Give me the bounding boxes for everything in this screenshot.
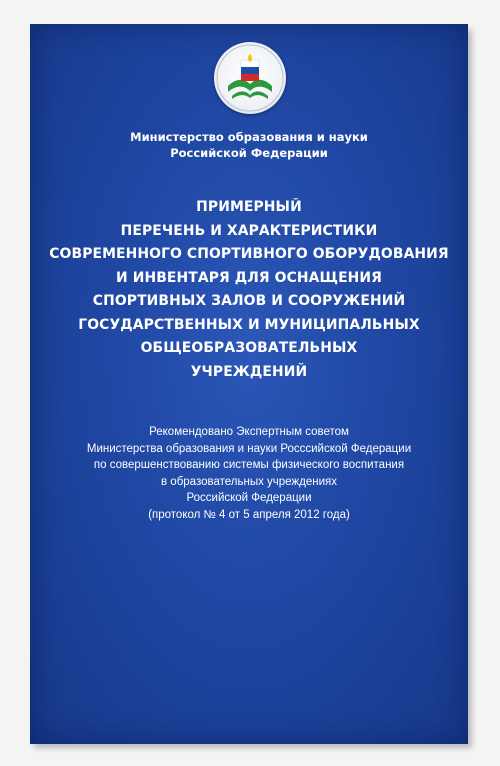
book-cover	[30, 24, 468, 744]
ministry-line: Российской Федерации	[170, 146, 328, 160]
recommendation-line: по совершенствованию системы физического воспитания	[93, 459, 405, 471]
ministry-emblem-icon	[214, 42, 286, 114]
book-title	[39, 196, 459, 384]
title-line: ПРИМЕРНЫЙ	[196, 199, 302, 215]
ministry-line: Министерство образования и науки	[130, 130, 368, 144]
emblem-graphic	[214, 42, 286, 114]
title-line: И ИНВЕНТАРЯ ДЛЯ ОСНАЩЕНИЯ	[116, 269, 382, 286]
title-line: ГОСУДАРСТВЕННЫХ И МУНИЦИПАЛЬНЫХ	[78, 316, 420, 333]
recommendation-line: (протокол № 4 от 5 апреля 2012 года)	[148, 508, 350, 521]
recommendation-line: Министерства образования и науки Росссийской Федерации	[86, 442, 412, 455]
recommendation-line: в образовательных учреждениях	[161, 475, 337, 488]
title-line: СОВРЕМЕННОГО СПОРТИВНОГО ОБОРУДОВАНИЯ	[49, 246, 449, 262]
ministry-name	[30, 129, 468, 161]
title-line: УЧРЕЖДЕНИЙ	[190, 363, 308, 380]
recommendation-line: Российской Федерации	[186, 492, 312, 504]
title-line: ПЕРЕЧЕНЬ И ХАРАКТЕРИСТИКИ	[120, 222, 378, 239]
title-line: ОБЩЕОБРАЗОВАТЕЛЬНЫХ	[140, 340, 358, 356]
title-line: СПОРТИВНЫХ ЗАЛОВ И СООРУЖЕНИЙ	[92, 293, 406, 309]
recommendation-line: Рекомендовано Экспертным советом	[149, 426, 349, 438]
recommendation-note	[30, 424, 468, 523]
